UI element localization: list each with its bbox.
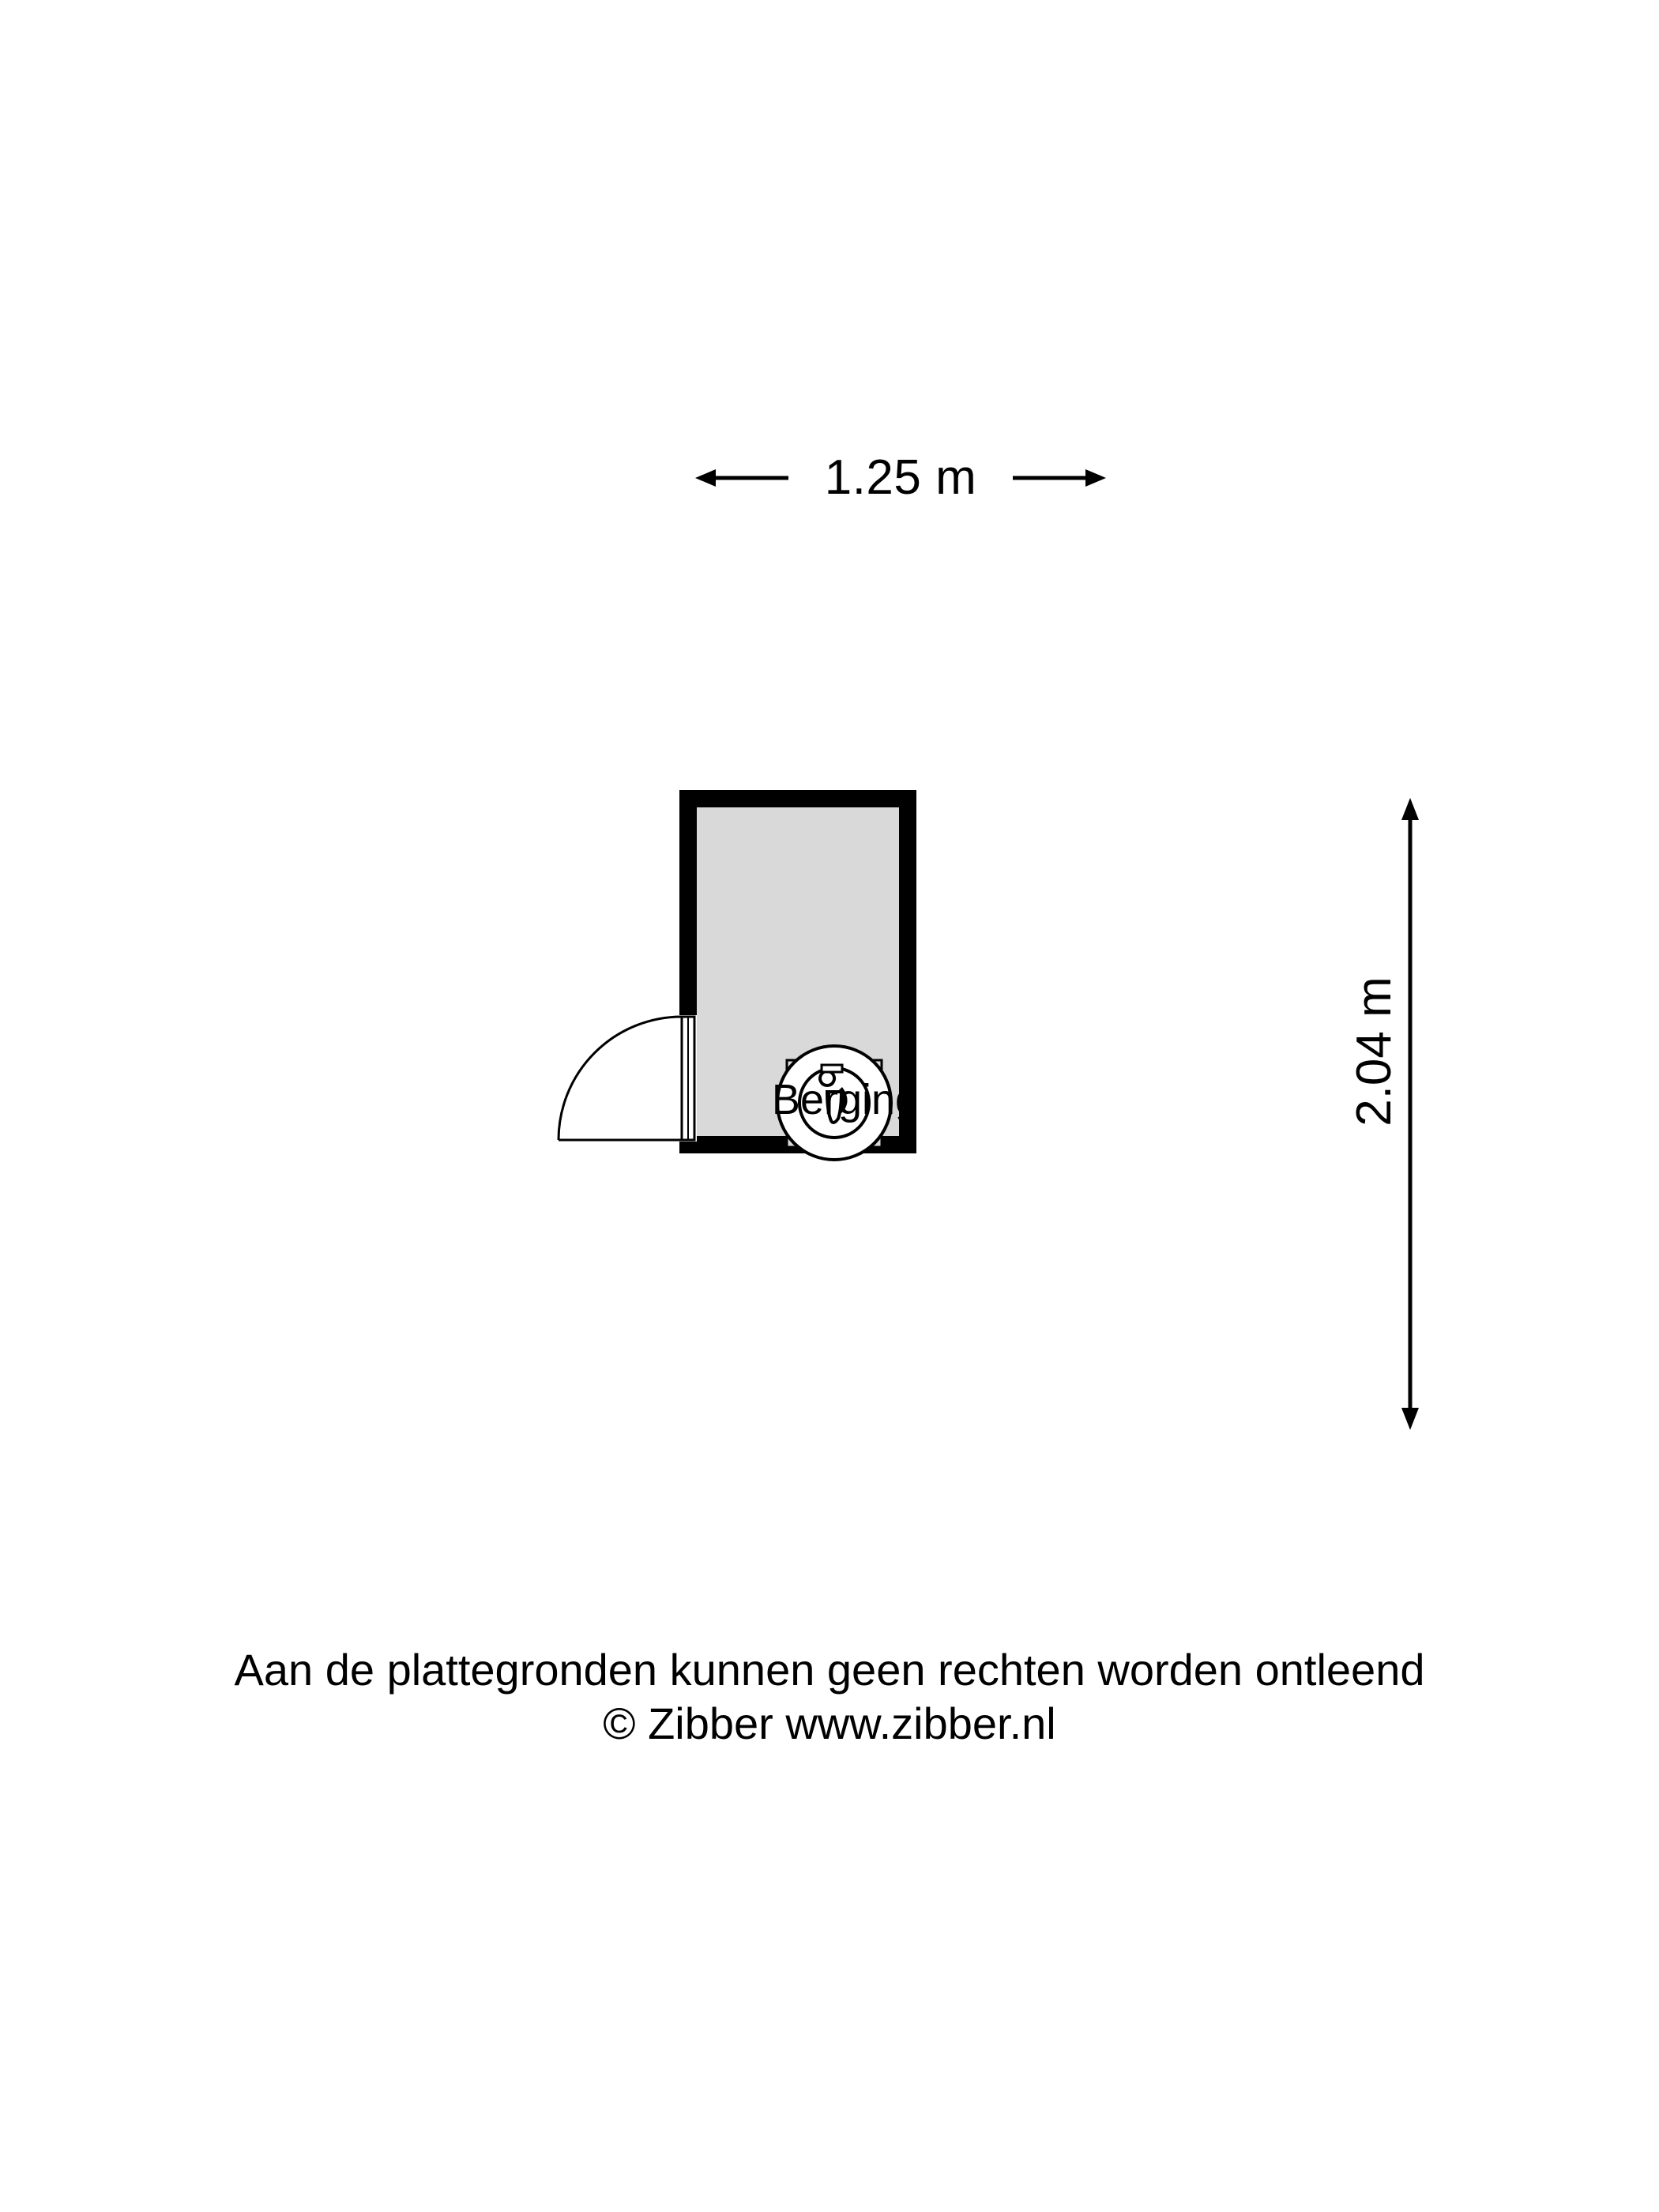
door-swing-arc: [559, 1017, 682, 1140]
arrow-vertical-icon: [1398, 798, 1422, 1430]
arrow-left-icon: [695, 466, 790, 490]
arrow-right-icon: [1011, 466, 1106, 490]
width-dimension: [695, 442, 1106, 514]
copyright-text: © Zibber www.zibber.nl: [603, 1698, 1056, 1749]
footer: [0, 1643, 1659, 1751]
disclaimer-text: Aan de plattegronden kunnen geen rechten worden ontleend: [234, 1645, 1425, 1695]
width-dimension-label: 1.25 m: [824, 450, 977, 505]
room-label: Berging: [771, 1076, 920, 1123]
height-dimension: [1343, 798, 1430, 1430]
height-dimension-label: 2.04 m: [1347, 976, 1401, 1127]
